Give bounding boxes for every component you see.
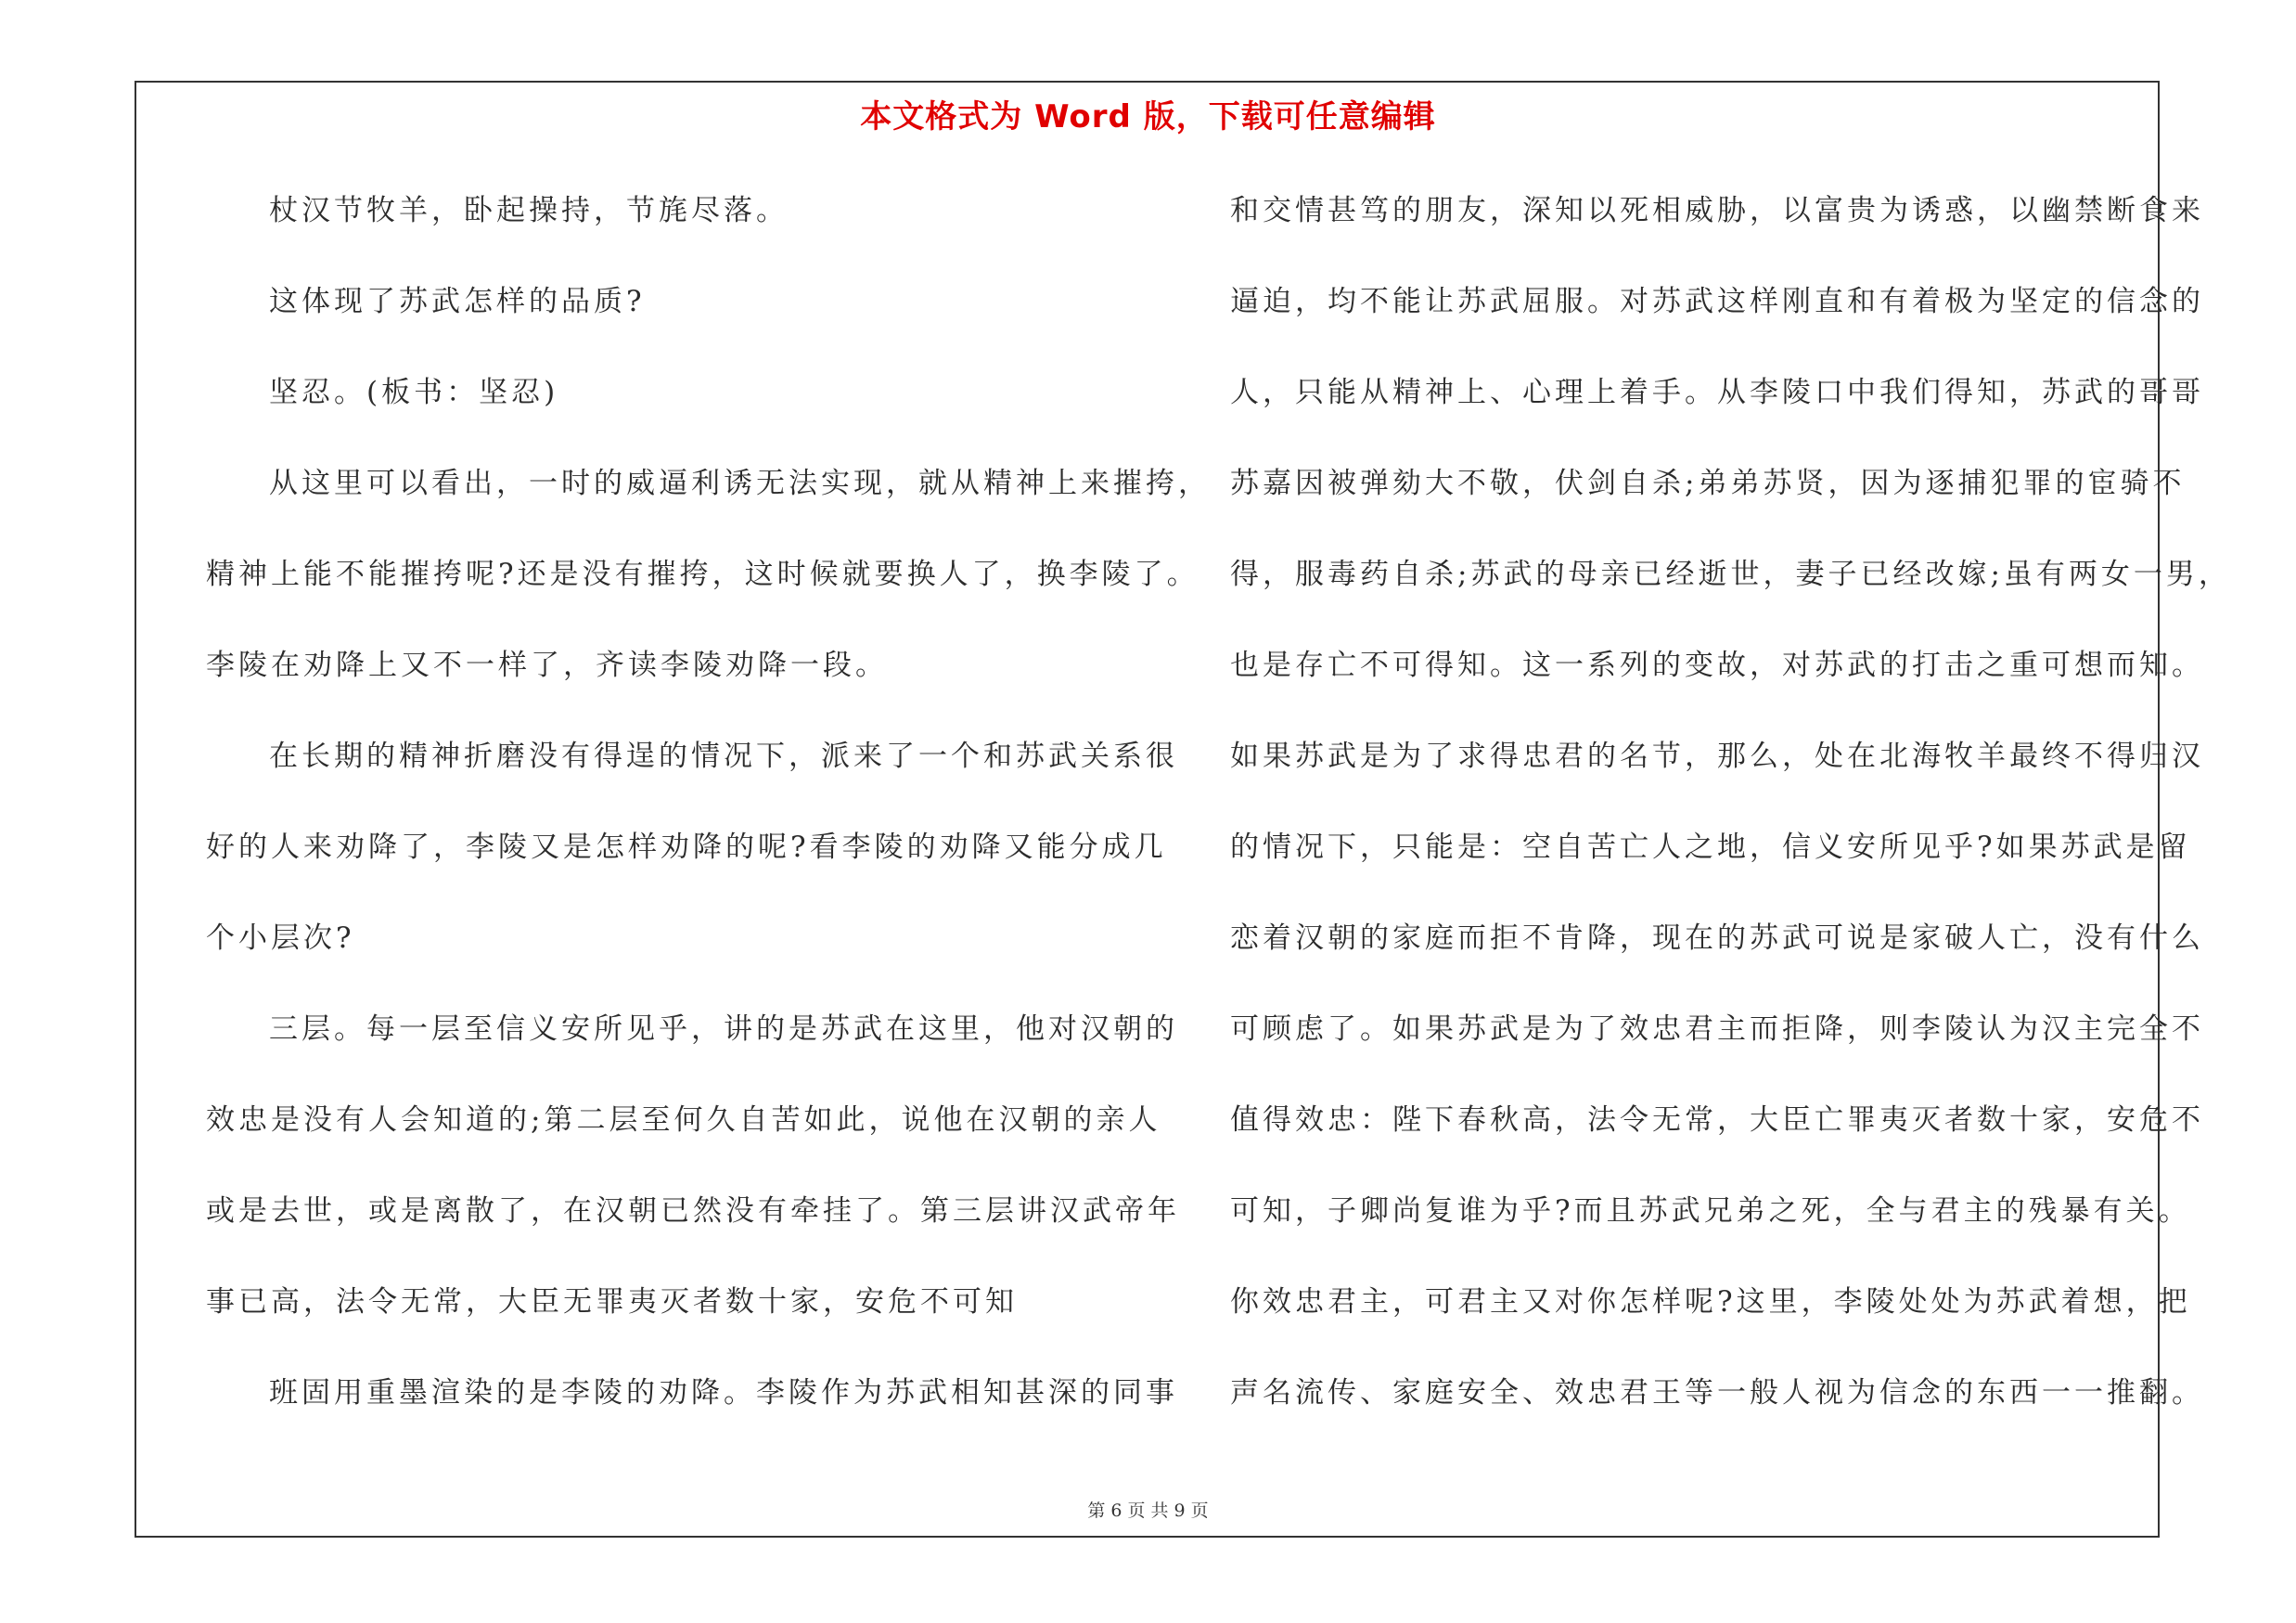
text-line: 如果苏武是为了求得忠君的名节，那么，处在北海牧羊最终不得归汉 (1230, 740, 2204, 773)
text-line: 苏嘉因被弹劾大不敬，伏剑自杀;弟弟苏贤，因为逐捕犯罪的宦骑不 (1230, 467, 2186, 500)
text-line: 班固用重墨渲染的是李陵的劝降。李陵作为苏武相知甚深的同事 (269, 1376, 1178, 1410)
page-number: 第 6 页 共 9 页 (1087, 1501, 1209, 1521)
text-line: 或是去世，或是离散了，在汉朝已然没有牵挂了。第三层讲汉武帝年 (206, 1194, 1180, 1228)
text-line: 坚忍。(板书：坚忍) (269, 376, 559, 409)
text-line: 好的人来劝降了，李陵又是怎样劝降的呢?看李陵的劝降又能分成几 (206, 831, 1167, 864)
text-line: 三层。每一层至信义安所见乎，讲的是苏武在这里，他对汉朝的 (269, 1012, 1178, 1046)
text-line: 效忠是没有人会知道的;第二层至何久自苦如此，说他在汉朝的亲人 (206, 1103, 1161, 1137)
text-line: 个小层次? (206, 921, 355, 955)
text-line: 杖汉节牧羊，卧起操持，节旄尽落。 (269, 194, 789, 227)
text-line: 也是存亡不可得知。这一系列的变故，对苏武的打击之重可想而知。 (1230, 649, 2204, 682)
text-line: 人，只能从精神上、心理上着手。从李陵口中我们得知，苏武的哥哥 (1230, 376, 2204, 409)
text-line: 恋着汉朝的家庭而拒不肯降，现在的苏武可说是家破人亡，没有什么 (1230, 921, 2204, 955)
text-line: 可顾虑了。如果苏武是为了效忠君主而拒降，则李陵认为汉主完全不 (1230, 1012, 2204, 1046)
text-line: 逼迫，均不能让苏武屈服。对苏武这样刚直和有着极为坚定的信念的 (1230, 285, 2204, 318)
text-line: 在长期的精神折磨没有得逞的情况下，派来了一个和苏武关系很 (269, 740, 1178, 773)
text-line: 声名流传、家庭安全、效忠君王等一般人视为信念的东西一一推翻。 (1230, 1376, 2204, 1410)
text-line: 你效忠君主，可君主又对你怎样呢?这里，李陵处处为苏武着想，把 (1230, 1285, 2191, 1319)
text-line: 和交情甚笃的朋友，深知以死相威胁，以富贵为诱惑，以幽禁断食来 (1230, 194, 2204, 227)
text-line: 值得效忠：陛下春秋高，法令无常，大臣亡罪夷灭者数十家，安危不 (1230, 1103, 2204, 1137)
text-line: 这体现了苏武怎样的品质? (269, 285, 646, 318)
text-line: 事已高，法令无常，大臣无罪夷灭者数十家，安危不可知 (206, 1285, 1018, 1319)
header-banner: 本文格式为 Word 版，下载可任意编辑 (860, 98, 1436, 135)
text-line: 李陵在劝降上又不一样了，齐读李陵劝降一段。 (206, 649, 888, 682)
right-column (1230, 186, 2231, 1459)
text-line: 可知，子卿尚复谁为乎?而且苏武兄弟之死，全与君主的残暴有关。 (1230, 1194, 2191, 1228)
text-line: 从这里可以看出，一时的威逼利诱无法实现，就从精神上来摧挎， (269, 467, 1211, 500)
text-line: 得，服毒药自杀;苏武的母亲已经逝世，妻子已经改嫁;虽有两女一男， (1230, 558, 2231, 591)
left-column (206, 186, 1211, 1459)
text-line: 的情况下，只能是：空自苦亡人之地，信义安所见乎?如果苏武是留 (1230, 831, 2191, 864)
text-line: 精神上能不能摧挎呢?还是没有摧挎，这时候就要换人了，换李陵了。 (206, 558, 1199, 591)
